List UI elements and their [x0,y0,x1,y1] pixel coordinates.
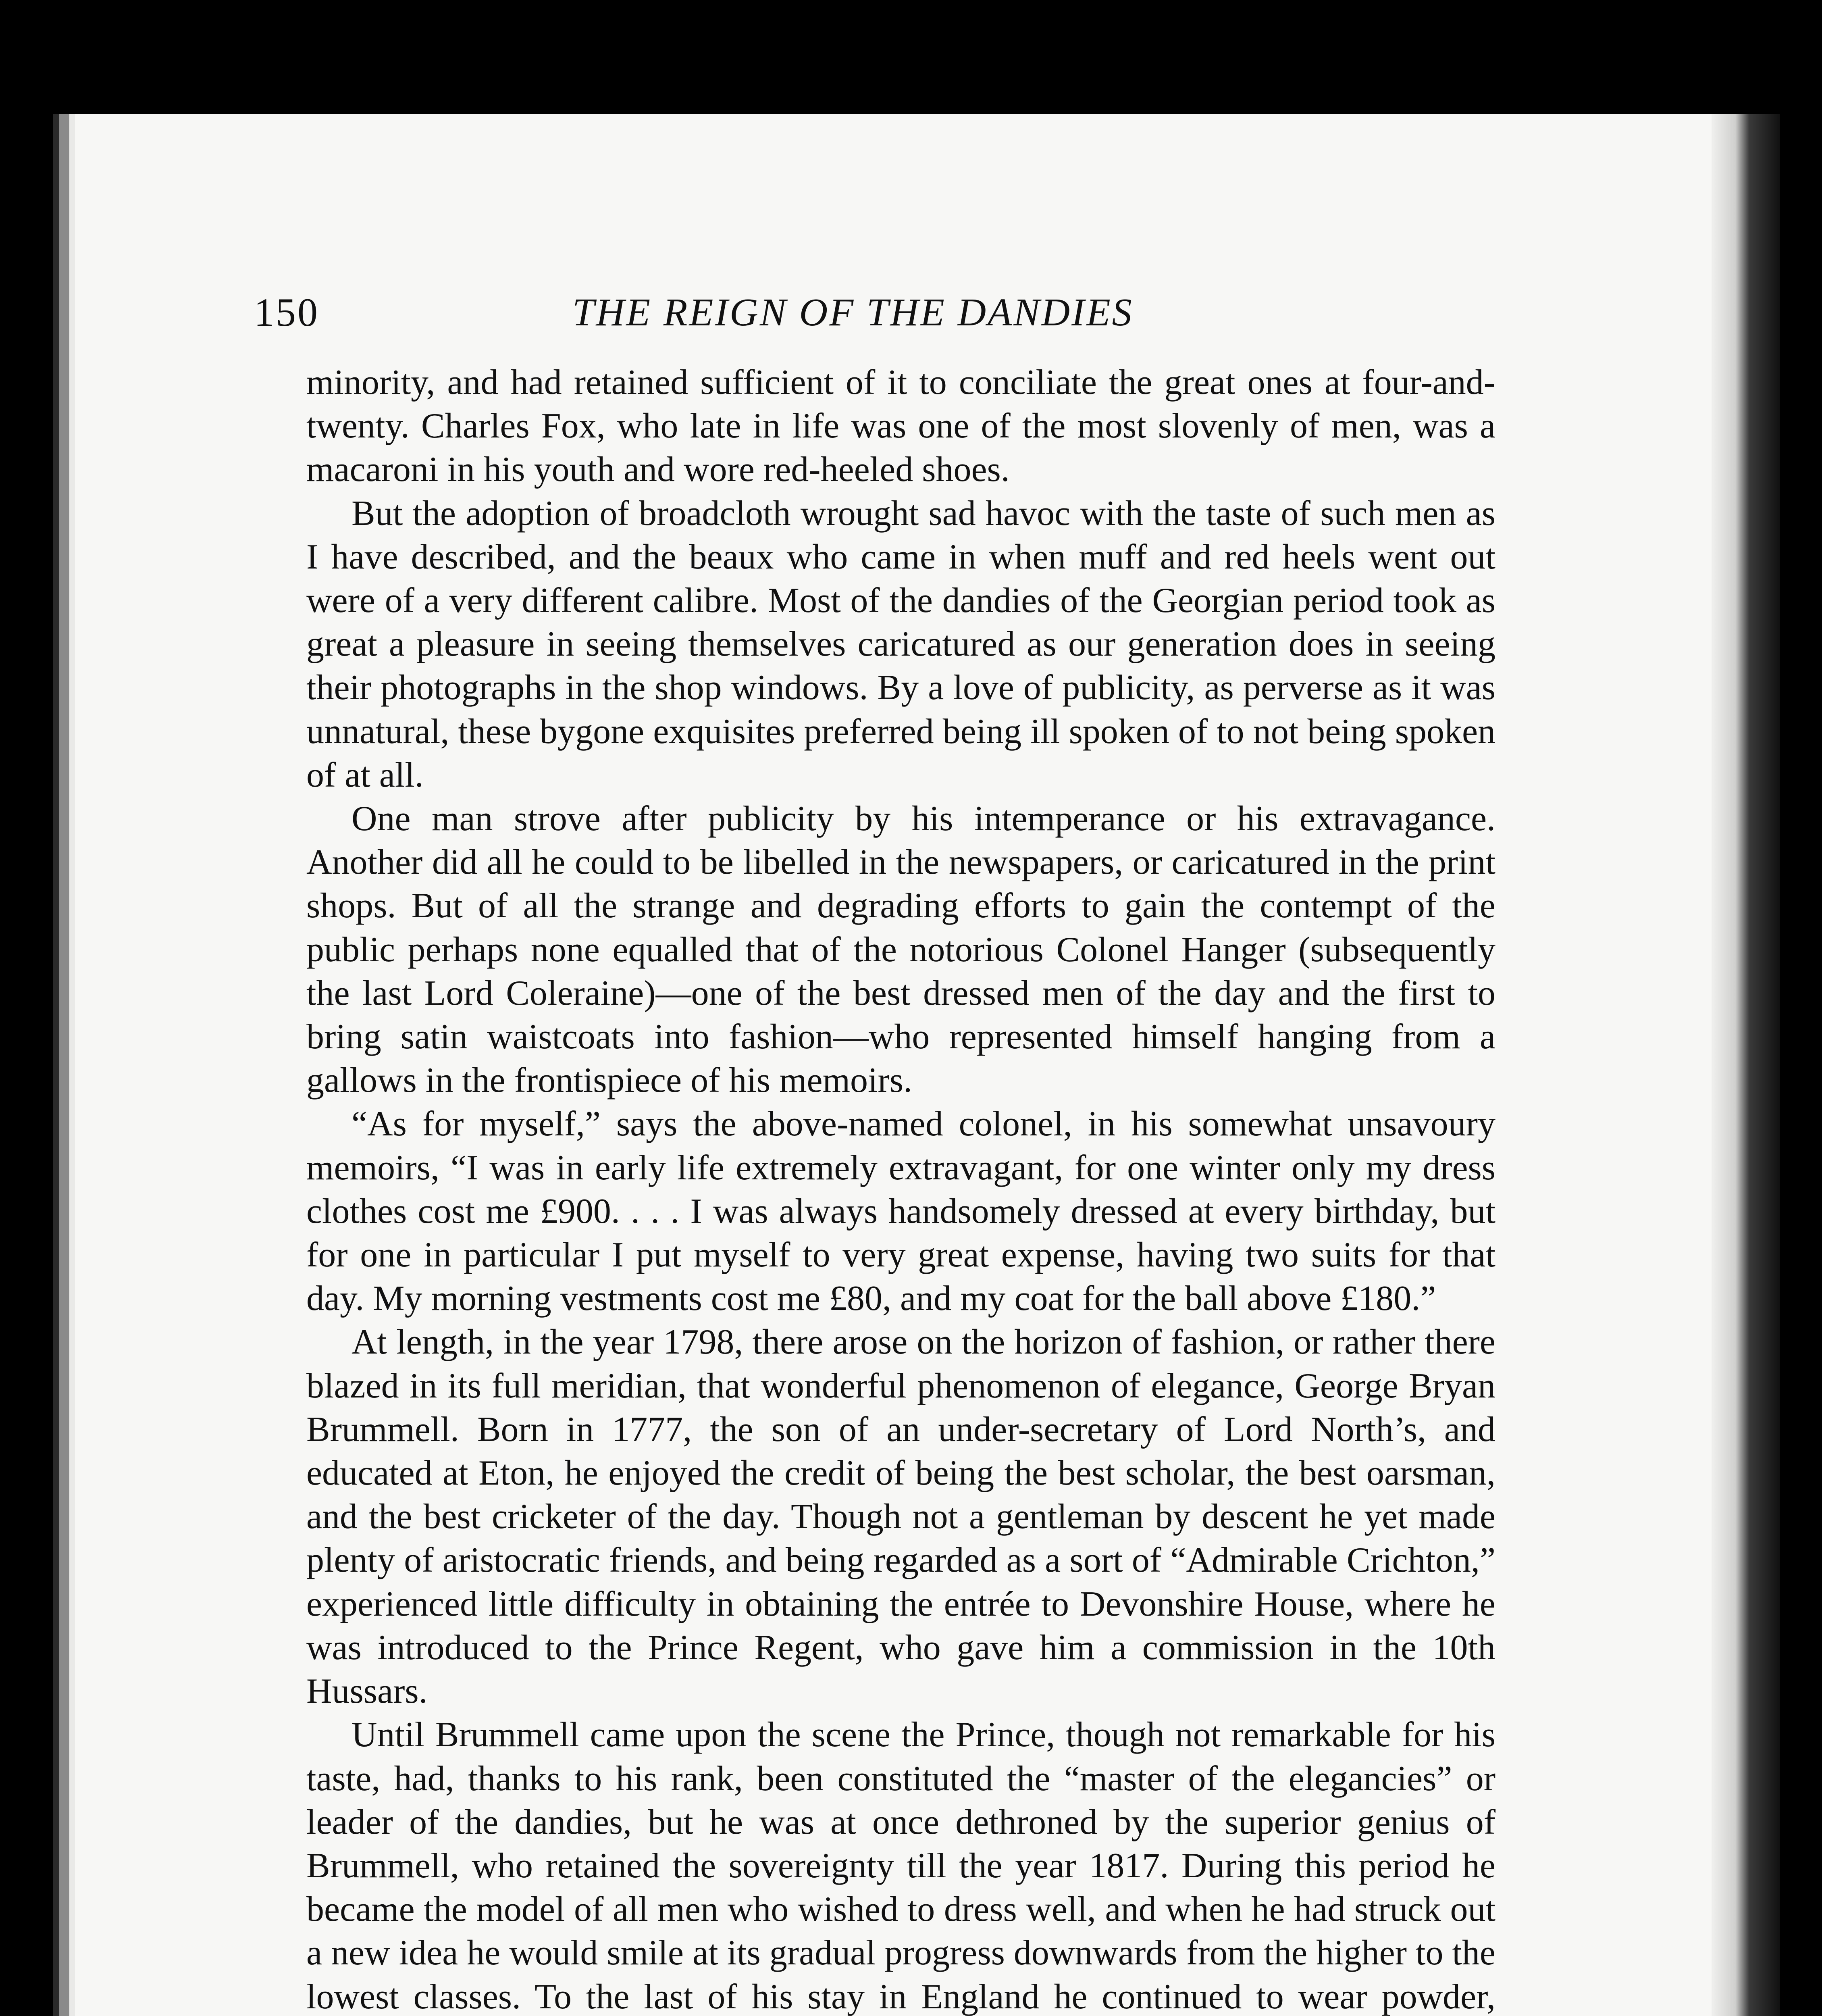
paragraph: But the adoption of broadcloth wrought sad havoc with the taste of such men as I have described, and the beaux who came in when muff and red heels went out were of a very different calibre. Most of the dandies of the Georgian period took as great a pleasure in seeing themselves caricatured as our generation does in seeing their photographs in the shop windows. By a love of publicity, as perverse as it was unnatural, these bygone exquisites preferred being ill spoken of to not being spoken of at all. [306,494,1495,795]
paragraph: One man strove after publicity by his intemperance or his extravagance. Another did all he could to be libelled in the newspapers, or caricatured in the print shops. But of all the strange and degrading efforts to gain the contempt of the public perhaps none equalled that of the notorious Colonel Hanger (subsequently the last Lord Coleraine)—one of the best dressed men of the day and the first to bring satin waistcoats into fashion—who represented himself hanging from a gallows in the frontispiece of his memoirs. [306,799,1495,1100]
paragraph: “As for myself,” says the above-named colonel, in his somewhat unsavoury memoirs, “I was in early life extremely extravagant, for one winter only my dress clothes cost me £900. . . . I was always handsomely dressed at every birthday, but for one in particular I put myself to very great expense, having two suits for that day. My morning vestments cost me £80, and my coat for the ball above £180.” [306,1104,1495,1318]
body-text [306,361,1495,2016]
page-spine-shadow [1712,114,1780,2016]
paragraph: minority, and had retained sufficient of it to conciliate the great ones at four-and-twenty. Charles Fox, who late in life was one of the most slovenly of men, was a macaroni in his youth and wore red-heeled shoes. [306,363,1495,489]
page-header [254,286,1500,339]
page-number: 150 [254,290,319,335]
paragraph: At length, in the year 1798, there arose on the horizon of fashion, or rather there blazed in its full meridian, that wonderful phenomenon of elegance, George Bryan Brummell. Born in 1777, the son of an under-secretary of Lord North’s, and educated at Eton, he enjoyed the credit of being the best scholar, the best oarsman, and the best cricketer of the day. Though not a gentleman by descent he yet made plenty of aristocratic friends, and being regarded as a sort of “Admirable Crichton,” experienced little difficulty in obtaining the entrée to Devonshire House, where he was introduced to the Prince Regent, who gave him a commission in the 10th Hussars. [306,1322,1495,1711]
paragraph: Until Brummell came upon the scene the Prince, though not remarkable for his taste, had, thanks to his rank, been constituted the “master of the elegancies” or leader of the dandies, but he was at once dethroned by the superior genius of Brummell, who retained the sovereignty till the year 1817. During this period he became the model of all men who wished to dress well, and when he had struck out a new idea he would smile at its gradual progress downwards from the higher to the lowest classes. To the last of his stay in England he continued to wear powder, [306,1715,1495,2016]
running-title: THE REIGN OF THE DANDIES [572,291,1134,334]
